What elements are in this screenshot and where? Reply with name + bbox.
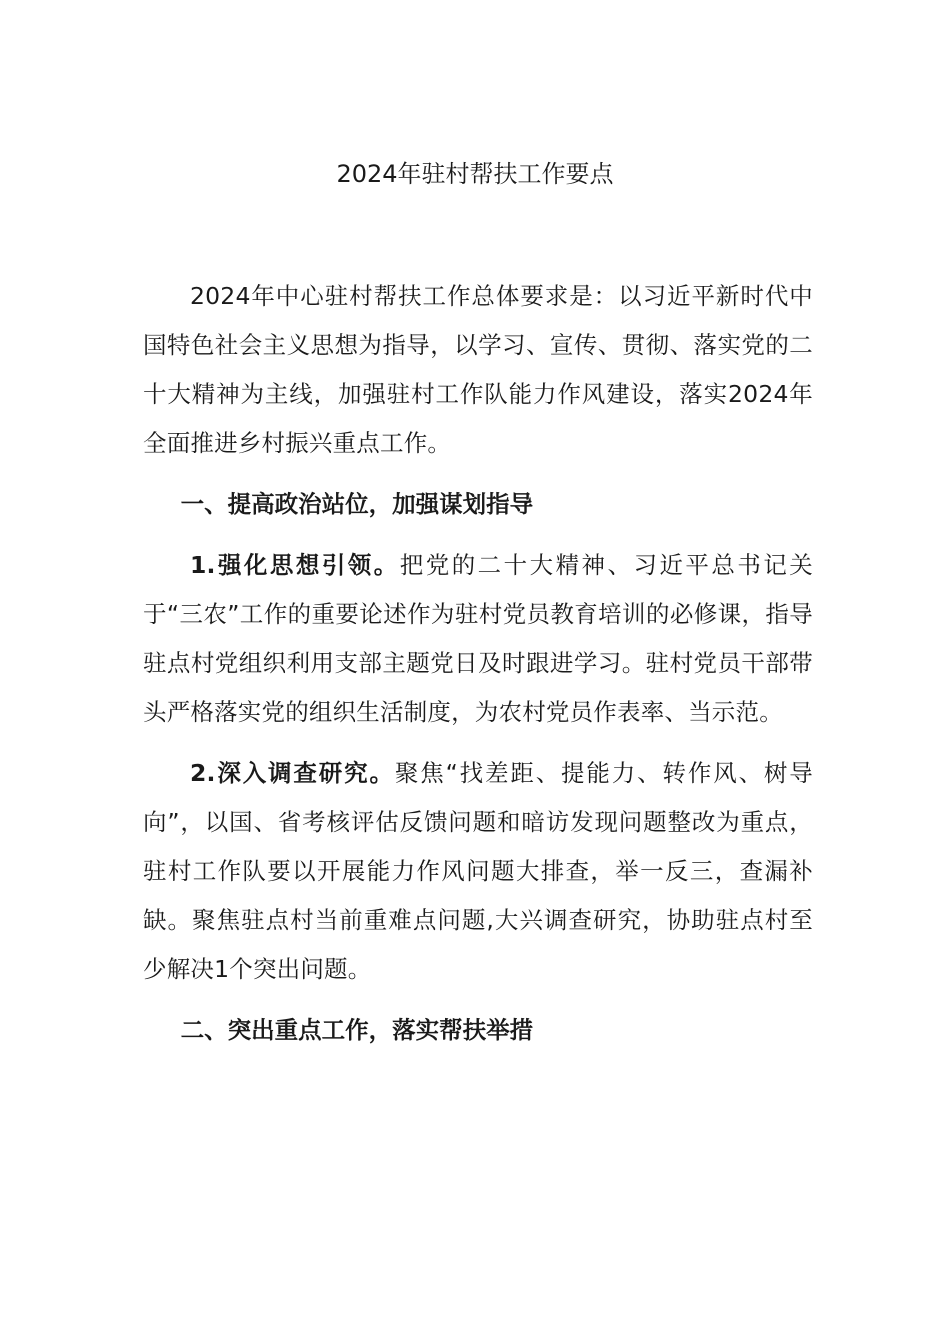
document-body bbox=[143, 272, 813, 1067]
section-1-item-1 bbox=[143, 541, 813, 737]
section-1-item-2 bbox=[143, 749, 813, 994]
item-2-text: 聚焦“找差距、提能力、转作风、树导向”，以国、省考核评估反馈问题和暗访发现问题整改为重点，驻村工作队要以开展能力作风问题大排查，举一反三，查漏补缺。聚焦驻点村当前重难点问题,大兴调查研究，协助驻点村至少解决1个突出问题。 bbox=[143, 759, 813, 983]
section-2-heading: 二、突出重点工作，落实帮扶举措 bbox=[180, 1016, 534, 1044]
item-1-lead: 1.强化思想引领。 bbox=[190, 551, 400, 579]
section-1-heading: 一、提高政治站位，加强谋划指导 bbox=[180, 490, 534, 518]
item-2-lead: 2.深入调查研究。 bbox=[190, 759, 395, 787]
intro-paragraph: 2024年中心驻村帮扶工作总体要求是：以习近平新时代中国特色社会主义思想为指导，以学习、宣传、贯彻、落实党的二十大精神为主线，加强驻村工作队能力作风建设，落实2024年全面推进乡村振兴重点工作。 bbox=[143, 282, 813, 457]
document-title: 2024年驻村帮扶工作要点 bbox=[336, 160, 614, 188]
item-1-text: 把党的二十大精神、习近平总书记关于“三农”工作的重要论述作为驻村党员教育培训的必修课，指导驻点村党组织利用支部主题党日及时跟进学习。驻村党员干部带头严格落实党的组织生活制度，为农村党员作表率、当示范。 bbox=[143, 551, 813, 726]
